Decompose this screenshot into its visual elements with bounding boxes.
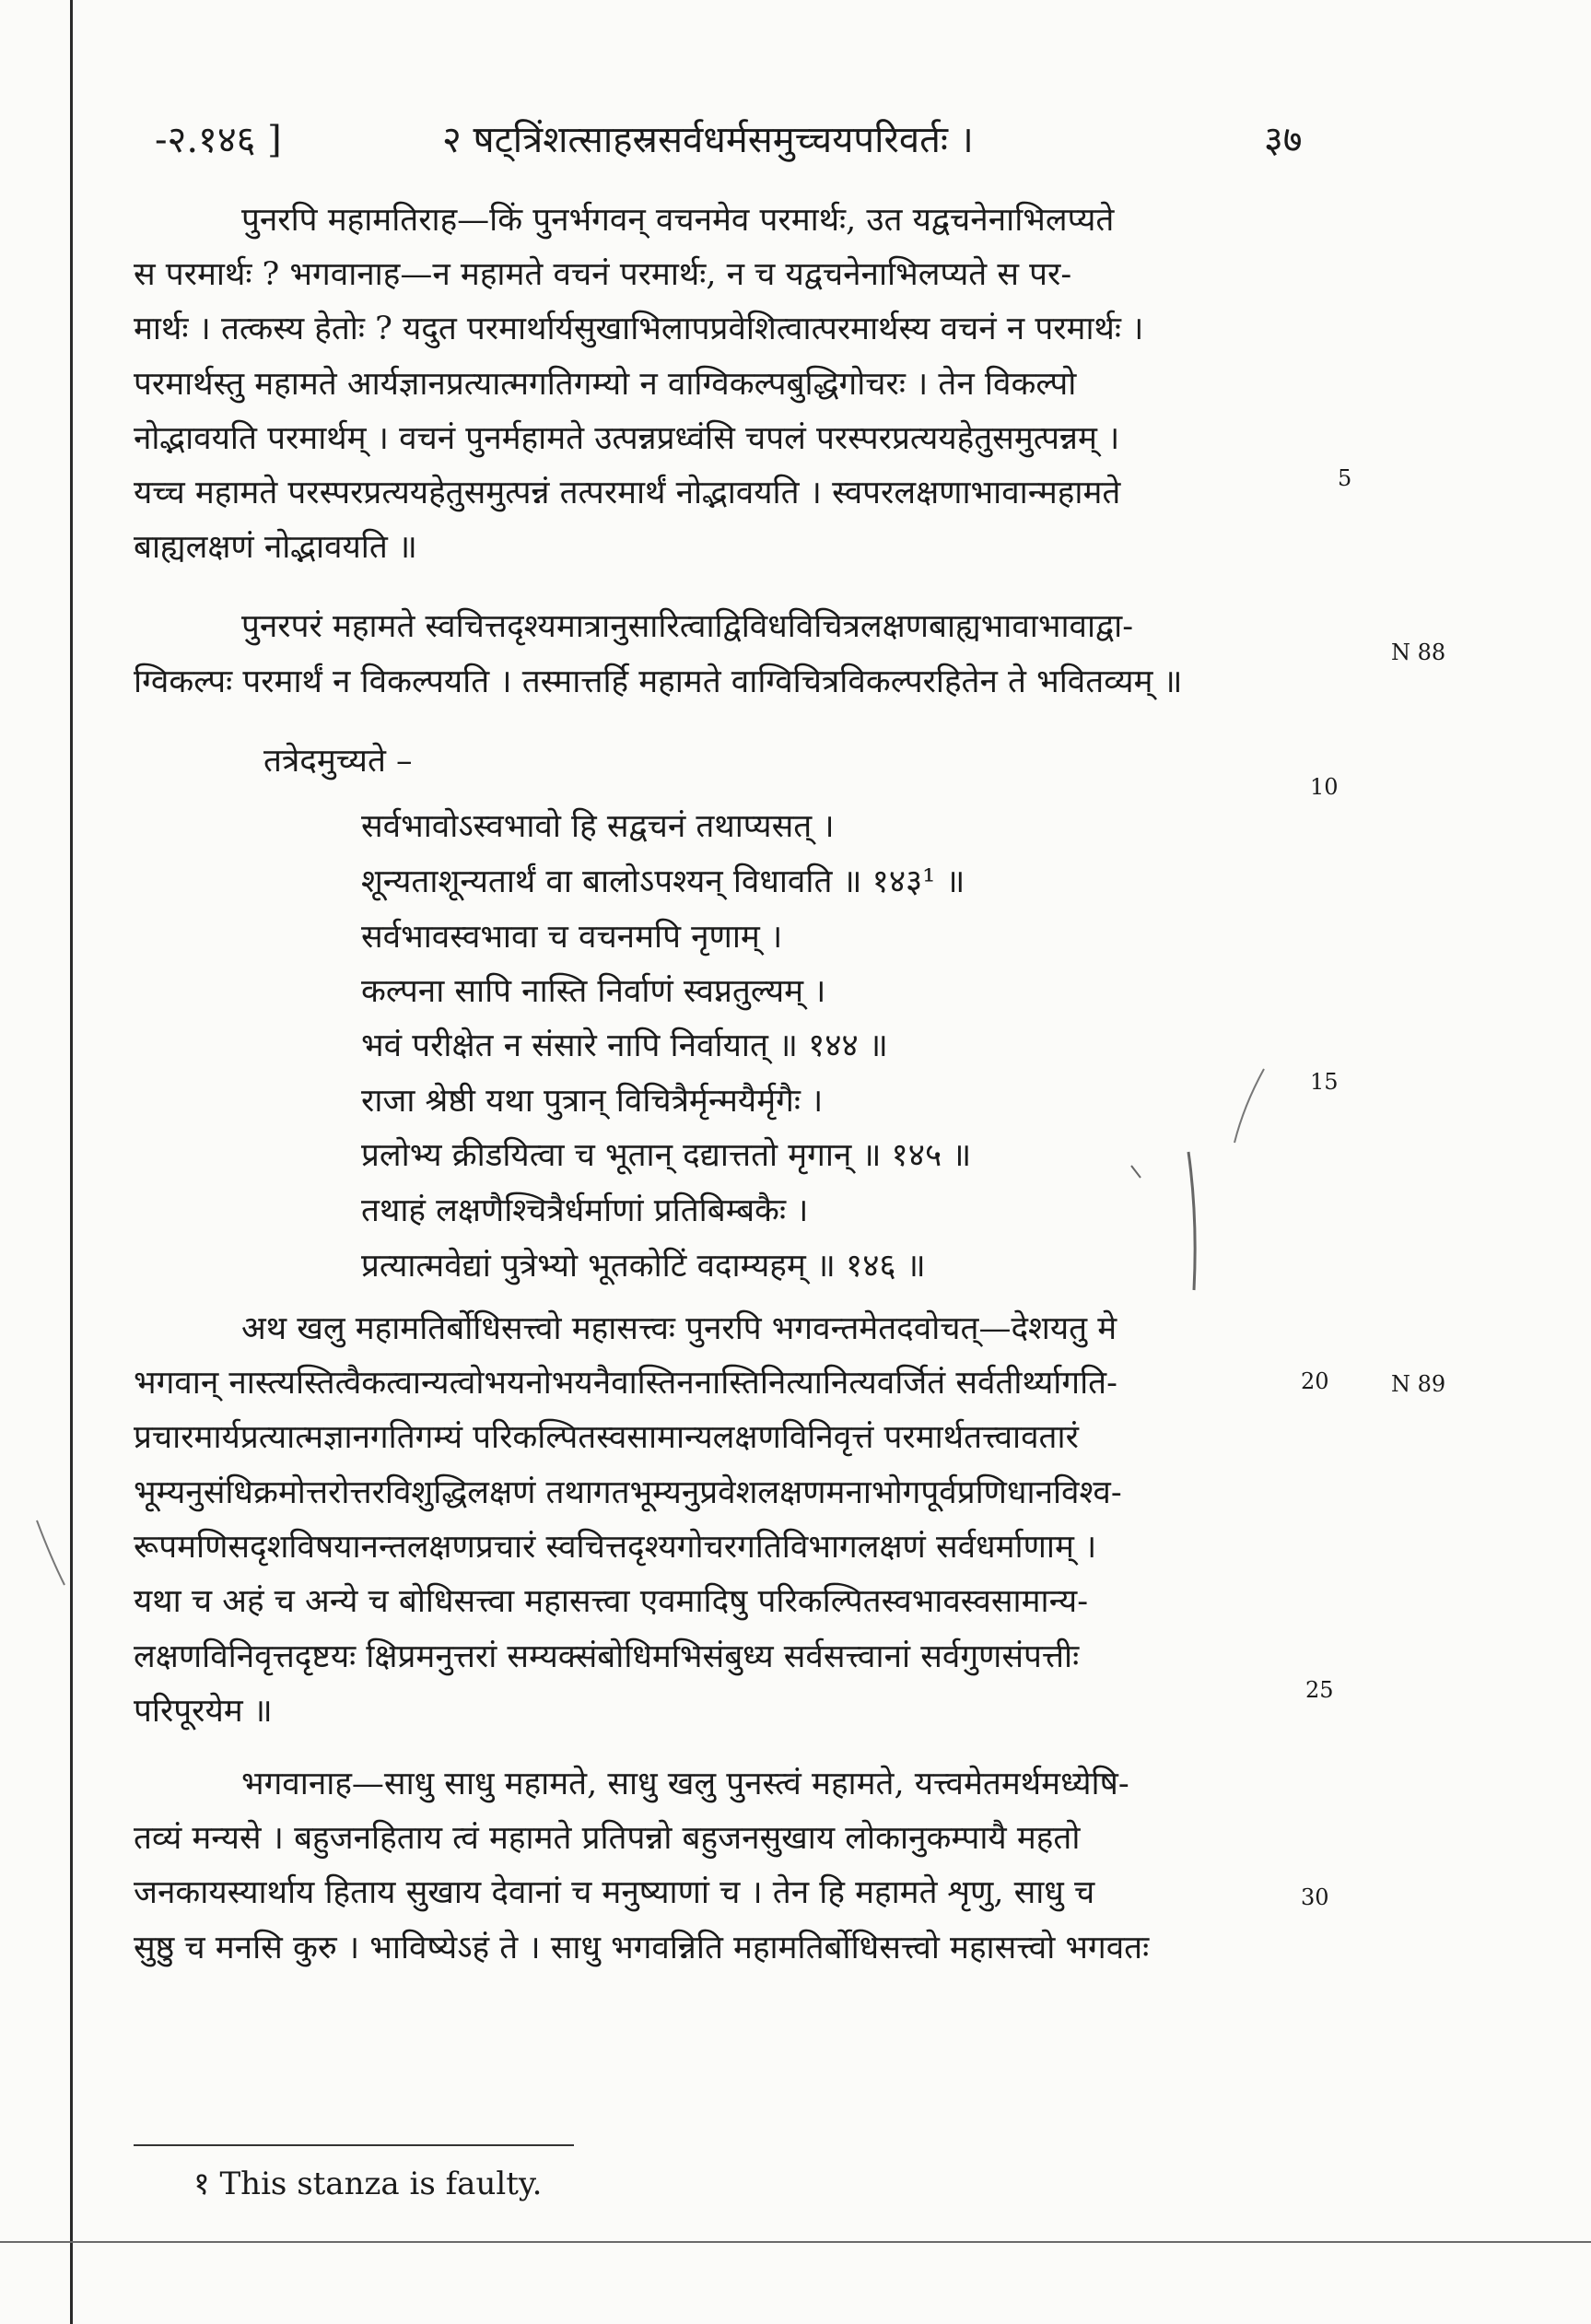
text-line: भगवानाह—साधु साधु महामते, साधु खलु पुनस्त्वं महामते, यत्त्वमेतमर्थमध्येषि- [241, 1766, 1129, 1802]
verse-line: कल्पना सापि नास्ति निर्वाणं स्वप्नतुल्यम् । [361, 973, 826, 1010]
verse-line: भवं परीक्षेत न संसारे नापि निर्वायात् ॥ १४४ ॥ [361, 1027, 888, 1064]
text-line: यथा च अहं च अन्ये च बोधिसत्त्वा महासत्त्वा एवमादिषु परिकल्पितस्वभावस्वसामान्य- [134, 1583, 1089, 1620]
text-line: अथ खलु महामतिर्बोधिसत्त्वो महासत्त्वः पुनरपि भगवन्तमेतदवोचत्—देशयतु मे [241, 1310, 1117, 1347]
text-line: परमार्थस्तु महामते आर्यज्ञानप्रत्यात्मगतिगम्यो न वाग्विकल्पबुद्धिगोचरः । तेन विकल्पो [134, 366, 1077, 403]
text-line: मार्थः । तत्कस्य हेतोः ? यदुत परमार्थार्यसुखाभिलापप्रवेशित्वात्परमार्थस्य वचनं न परमार्थः । [134, 311, 1144, 347]
text-line: सुष्ठु च मनसि कुरु । भाविष्येऽहं ते । साधु भगवन्निति महामतिर्बोधिसत्त्वो महासत्त्वो भगवतः [134, 1930, 1150, 1966]
text-line: यच्च महामते परस्परप्रत्ययहेतुसमुत्पन्नं तत्परमार्थं नोद्भावयति । स्वपरलक्षणाभावान्महामते [134, 475, 1121, 511]
text-line: परिपूरयेम ॥ [134, 1693, 273, 1730]
line-number: 30 [1301, 1884, 1329, 1910]
text-line: जनकायस्यार्थाय हिताय सुखाय देवानां च मनुष्याणां च । तेन हि महामते शृणु, साधु च [134, 1874, 1095, 1911]
verse-line: सर्वभावस्वभावा च वचनमपि नृणाम् । [361, 919, 783, 956]
footnote-rule [134, 2144, 574, 2146]
line-number: 25 [1305, 1677, 1334, 1703]
verse-line: प्रत्यात्मवेद्यां पुत्रेभ्यो भूतकोटिं वदाम्यहम् ॥ १४६ ॥ [361, 1248, 926, 1285]
text-line: भगवान् नास्त्यस्तित्वैकत्वान्यत्वोभयनोभयनैवास्तिननास्तिनित्यानित्यवर्जितं सर्वतीर्थ्यागति- [134, 1365, 1117, 1402]
text-line: रूपमणिसदृशविषयानन्तलक्षणप्रचारं स्वचित्तदृश्यगोचरगतिविभागलक्षणं सर्वधर्माणाम् । [134, 1529, 1097, 1566]
line-number: 5 [1338, 465, 1352, 491]
verse-introduction: तत्रेदमुच्यते – [263, 743, 413, 780]
text-line: भूम्यनुसंधिक्रमोत्तरोत्तरविशुद्धिलक्षणं तथागतभूम्यनुप्रवेशलक्षणमनाभोगपूर्वप्रणिधानविश्व- [134, 1474, 1122, 1511]
verse-line: राजा श्रेष्ठी यथा पुत्रान् विचित्रैर्मृन्मयैर्मृगैः । [361, 1083, 824, 1120]
text-line: बाह्यलक्षणं नोद्भावयति ॥ [134, 529, 417, 566]
section-reference: -२.१४६ ] [155, 119, 282, 161]
text-line: पुनरपरं महामते स्वचित्तदृश्यमात्रानुसारित्वाद्विविधविचित्रलक्षणबाह्यभावाभावाद्वा- [241, 608, 1134, 645]
margin-note: N 88 [1391, 640, 1446, 665]
line-number: 10 [1310, 774, 1339, 800]
text-line: पुनरपि महामतिराह—किं पुनर्भगवन् वचनमेव परमार्थः, उत यद्वचनेनाभिलप्यते [241, 202, 1115, 239]
text-line: स परमार्थः ? भगवानाह—न महामते वचनं परमार्थः, न च यद्वचनेनाभिलप्यते स पर- [134, 256, 1072, 293]
chapter-title: २ षट्त्रिंशत्साहस्रसर्वधर्मसमुच्चयपरिवर्तः । [442, 119, 974, 161]
line-number: 15 [1310, 1069, 1339, 1095]
verse-line: प्रलोभ्य क्रीडयित्वा च भूतान् दद्यात्ततो मृगान् ॥ १४५ ॥ [361, 1137, 972, 1174]
margin-note: N 89 [1391, 1371, 1446, 1397]
page-bottom-edge [0, 2241, 1591, 2243]
verse-line: तथाहं लक्षणैश्चित्रैर्धर्माणां प्रतिबिम्बकैः । [361, 1192, 809, 1229]
text-line: नोद्भावयति परमार्थम् । वचनं पुनर्महामते उत्पन्नप्रध्वंसि चपलं परस्परप्रत्ययहेतुसमुत्पन्नम् । [134, 420, 1120, 457]
page-number: ३७ [1264, 119, 1303, 161]
text-line: ग्विकल्पः परमार्थं न विकल्पयति । तस्मात्तर्हि महामते वाग्विचित्रविकल्परहितेन ते भवितव्यम् ॥ [134, 663, 1183, 700]
text-line: तव्यं मन्यसे । बहुजनहिताय त्वं महामते प्रतिपन्नो बहुजनसुखाय लोकानुकम्पायै महतो [134, 1820, 1081, 1857]
line-number: 20 [1301, 1368, 1329, 1394]
text-line: प्रचारमार्यप्रत्यात्मज्ञानगतिगम्यं परिकल्पितस्वसामान्यलक्षणविनिवृत्तं परमार्थतत्त्वावतारं [134, 1419, 1079, 1456]
verse-line: शून्यताशून्यतार्थं वा बालोऽपश्यन् विधावति ॥ १४३¹ ॥ [361, 863, 965, 900]
verse-line: सर्वभावोऽस्वभावो हि सद्वचनं तथाप्यसत् । [361, 808, 835, 845]
text-line: लक्षणविनिवृत्तदृष्टयः क्षिप्रमनुत्तरां सम्यक्संबोधिमभिसंबुध्य सर्वसत्त्वानां सर्वगुणसंपत्तीः [134, 1638, 1080, 1675]
footnote: १ This stanza is faulty. [193, 2166, 543, 2202]
